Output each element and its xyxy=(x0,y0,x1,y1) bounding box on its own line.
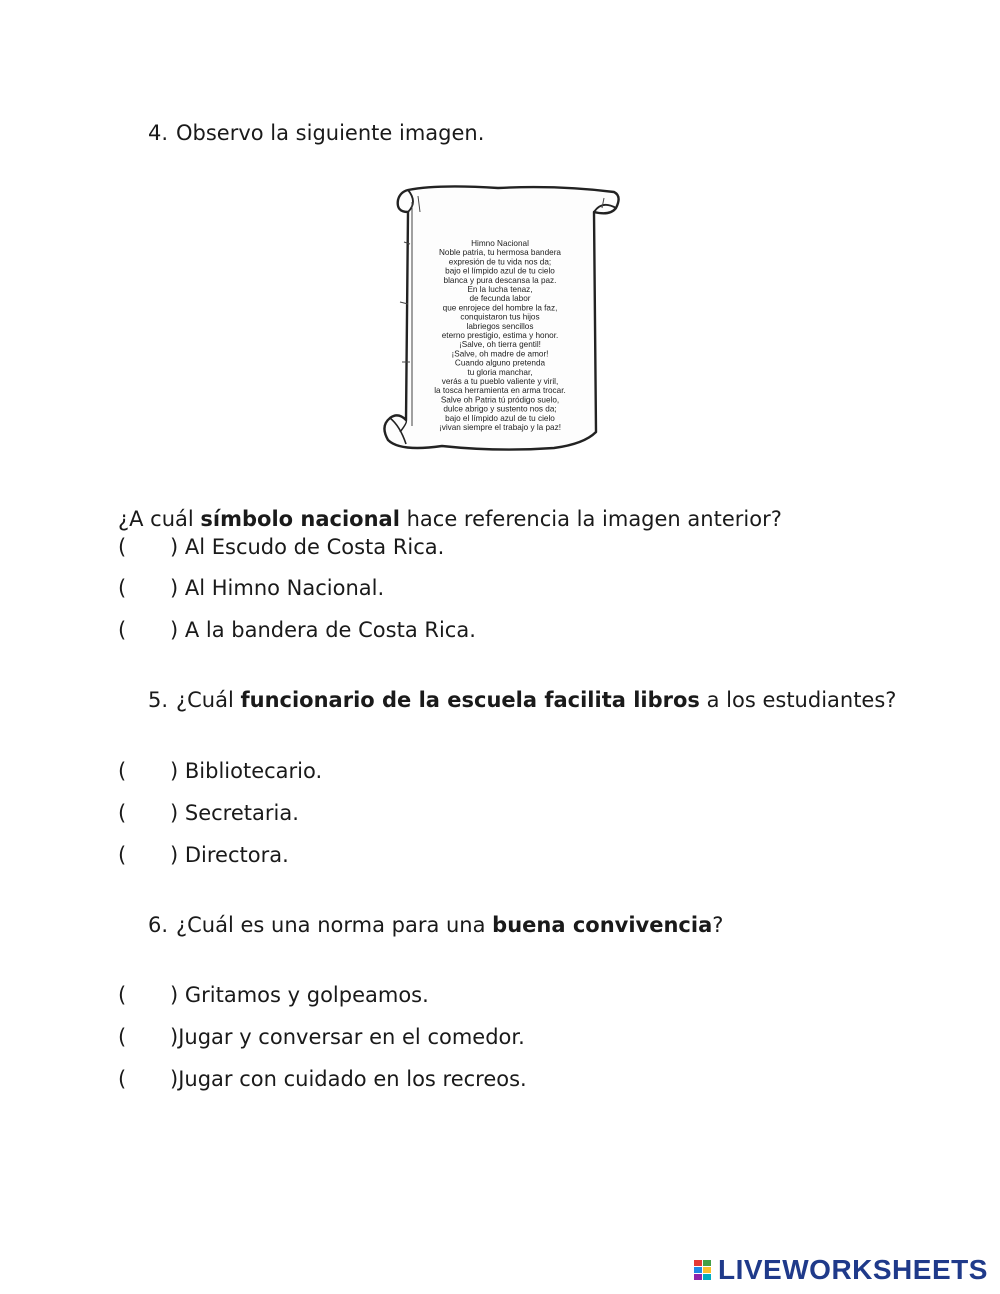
logo-block xyxy=(703,1274,711,1280)
scroll-text-line: que enrojece del hombre la faz, xyxy=(442,303,558,313)
q4-question: ¿A cuál símbolo nacional hace referencia la imagen anterior? xyxy=(118,507,782,531)
scroll-text-line: Cuando alguno pretenda xyxy=(454,358,546,368)
scroll-text-block xyxy=(434,239,566,432)
scroll-text-line: tu gloria manchar, xyxy=(467,367,533,377)
q5-option-directora[interactable]: ( ) Directora. xyxy=(118,843,289,867)
logo-block xyxy=(703,1260,711,1266)
logo-block xyxy=(703,1267,711,1273)
logo-block xyxy=(694,1267,702,1273)
liveworksheets-brand-text: LIVEWORKSHEETS xyxy=(718,1254,988,1285)
scroll-text-line: Himno Nacional xyxy=(471,239,529,248)
scroll-text-line: Salve oh Patria tú pródigo suelo, xyxy=(440,395,560,405)
scroll-text-line: bajo el límpido azul de tu cielo xyxy=(445,413,555,423)
logo-block xyxy=(694,1274,702,1280)
scroll-text-line: la tosca herramienta en arma trocar. xyxy=(434,386,566,396)
q5-option-secretaria[interactable]: ( ) Secretaria. xyxy=(118,801,299,825)
scroll-text-line: ¡Salve, oh tierra gentil! xyxy=(459,340,541,350)
q4-option-himno[interactable]: ( ) Al Himno Nacional. xyxy=(118,576,385,600)
q4-prompt: 4. Observo la siguiente imagen. xyxy=(148,121,485,145)
q6-option-recreos[interactable]: ( )Jugar con cuidado en los recreos. xyxy=(118,1067,527,1091)
scroll-text-line: eterno prestigio, estima y honor. xyxy=(441,331,559,340)
scroll-text-line: Noble patria, tu hermosa bandera xyxy=(439,248,561,258)
scroll-text-line: bajo el límpido azul de tu cielo xyxy=(445,266,555,276)
scroll-text-line: expresión de tu vida nos da; xyxy=(448,257,552,267)
scroll-text-line: labriegos sencillos xyxy=(466,321,534,331)
liveworksheets-blocks-icon xyxy=(692,1259,714,1281)
q5-option-bibliotecario[interactable]: ( ) Bibliotecario. xyxy=(118,759,323,783)
q6-option-comedor[interactable]: ( )Jugar y conversar en el comedor. xyxy=(118,1025,525,1049)
scroll-text-line: conquistaron tus hijos xyxy=(460,312,540,322)
scroll-text-line: de fecunda labor xyxy=(469,294,531,304)
logo-block xyxy=(694,1260,702,1266)
scroll-text-line: dulce abrigo y sustento nos da; xyxy=(443,404,557,414)
scroll-text-line: verás a tu pueblo valiente y viril, xyxy=(441,377,559,386)
q4-option-bandera[interactable]: ( ) A la bandera de Costa Rica. xyxy=(118,618,476,642)
scroll-text-line: ¡Salve, oh madre de amor! xyxy=(451,349,549,359)
scroll-text-line: blanca y pura descansa la paz. xyxy=(443,275,557,285)
scroll-text-line: ¡vivan siempre el trabajo y la paz! xyxy=(439,423,561,432)
scroll-text-line: En la lucha tenaz, xyxy=(467,285,533,294)
q5-question: 5. ¿Cuál funcionario de la escuela facilita libros a los estudiantes? xyxy=(148,688,897,712)
q6-question: 6. ¿Cuál es una norma para una buena convivencia? xyxy=(148,913,724,937)
q4-option-escudo[interactable]: ( ) Al Escudo de Costa Rica. xyxy=(118,535,445,559)
q6-option-gritamos[interactable]: ( ) Gritamos y golpeamos. xyxy=(118,983,429,1007)
liveworksheets-logo[interactable] xyxy=(692,1254,988,1286)
himno-scroll-image xyxy=(378,182,626,460)
